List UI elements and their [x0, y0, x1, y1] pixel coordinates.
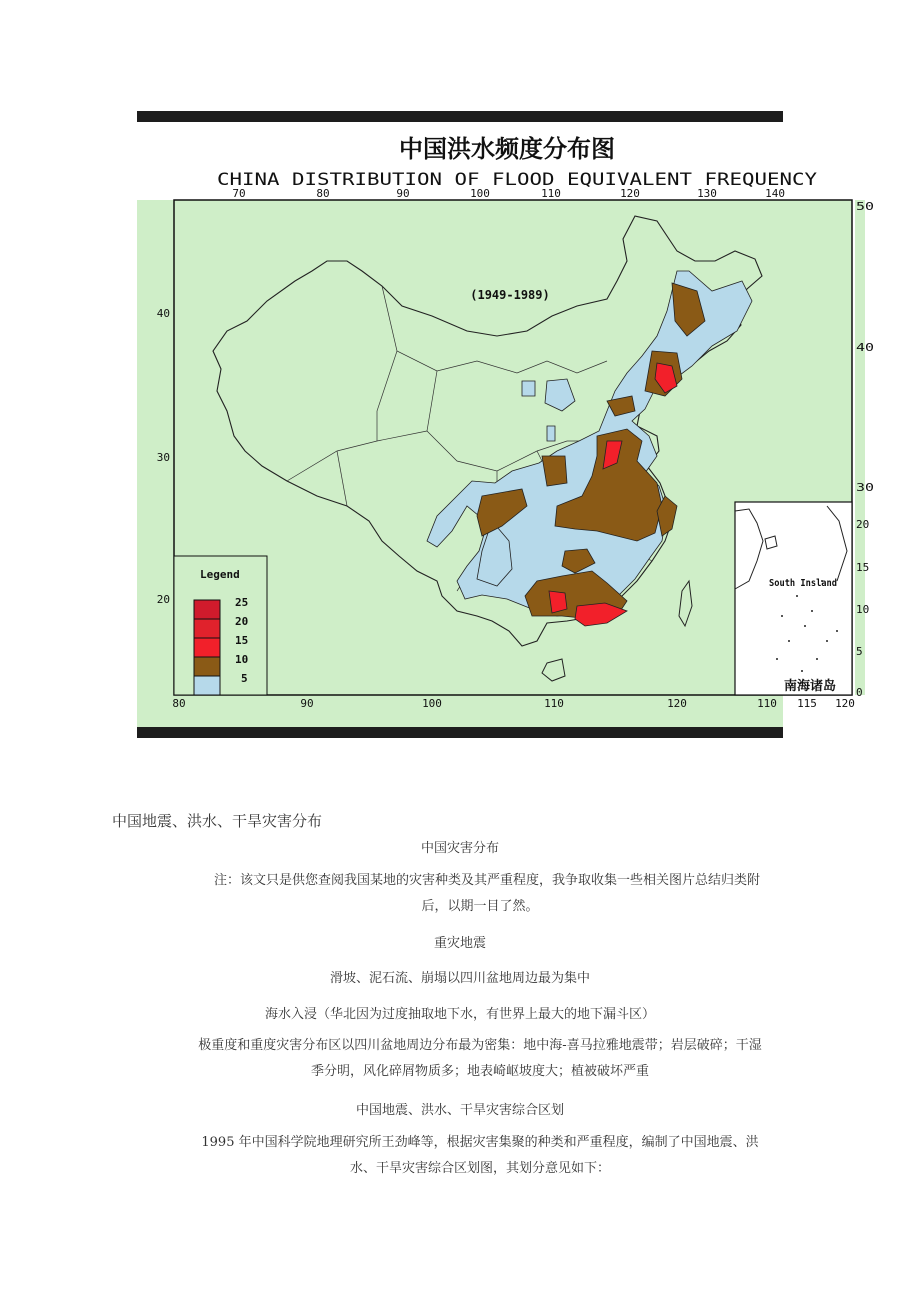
left-tick: 40	[156, 307, 170, 320]
bottom-tick: 110	[544, 697, 564, 710]
legend-label: 25	[235, 596, 249, 609]
bottom-tick: 120	[667, 697, 687, 710]
zoning-line-2: 水、干旱灾害综合区划图，其划分意见如下：	[349, 1161, 610, 1176]
bottom-tick: 90	[300, 697, 314, 710]
severity-line-2: 季分明，风化碎屑物质多；地表崎岖坡度大；植被破坏严重	[310, 1064, 649, 1079]
note-line-2: 后，以期一目了然。	[421, 899, 539, 914]
inset-label-cn: 南海诸岛	[784, 679, 837, 694]
inset-tick: 20	[856, 518, 870, 531]
note-paragraph	[180, 868, 780, 920]
legend-title: Legend	[200, 568, 240, 581]
bottom-tick: 100	[422, 697, 442, 710]
inset-tick: 0	[856, 686, 863, 699]
item-landslide: 滑坡、泥石流、崩塌以四川盆地周边最为集中	[329, 971, 590, 986]
article-subheading: 中国灾害分布	[420, 841, 499, 856]
left-axis-ticks	[157, 307, 170, 606]
item-seawater: 海水入浸（华北因为过度抽取地下水，有世界上最大的地下漏斗区）	[264, 1007, 655, 1022]
inset-bottom-tick: 110	[757, 697, 777, 710]
left-tick: 30	[156, 451, 170, 464]
top-tick: 110	[541, 187, 561, 200]
legend-label: 20	[235, 615, 249, 628]
top-tick: 120	[620, 187, 640, 200]
map-bottom-bar	[137, 727, 783, 738]
zoning-line-1: 1995 年中国科学院地理研究所王劲峰等，根据灾害集聚的种类和严重程度，编制了中国地震、洪	[201, 1135, 759, 1150]
south-sea-inset	[735, 502, 869, 699]
note-line-1: 注：该文只是供您查阅我国某地的灾害种类及其严重程度，我争取收集一些相关图片总结归类附	[213, 873, 760, 888]
inset-label-en: South Insland	[769, 578, 837, 589]
top-tick: 90	[396, 187, 410, 200]
top-tick: 70	[232, 187, 246, 200]
inset-bottom-tick: 115	[797, 697, 817, 710]
map-graphic	[137, 111, 874, 738]
inset-tick: 5	[856, 645, 863, 658]
map-title-cn: 中国洪水频度分布图	[399, 135, 615, 163]
article-heading: 中国地震、洪水、干旱灾害分布	[112, 812, 323, 830]
item-heavy-earthquake: 重灾地震	[433, 936, 486, 951]
bottom-axis-ticks	[172, 697, 855, 710]
top-tick: 130	[697, 187, 717, 200]
zoning-paragraph	[160, 1130, 800, 1182]
inset-tick: 10	[856, 603, 870, 616]
legend-label: 15	[235, 634, 249, 647]
flood-frequency-map	[137, 111, 874, 738]
bottom-tick: 80	[172, 697, 186, 710]
item-zoning-title: 中国地震、洪水、干旱灾害综合区划	[355, 1103, 564, 1118]
inset-bottom-tick: 120	[835, 697, 855, 710]
left-tick: 20	[156, 593, 170, 606]
legend-label: 10	[235, 653, 249, 666]
period-label: (1949-1989)	[470, 288, 550, 302]
right-tick: 40	[856, 341, 874, 354]
severity-paragraph	[160, 1033, 800, 1085]
legend-label: 5	[241, 672, 248, 685]
map-title-en: CHINA DISTRIBUTION OF FLOOD EQUIVALENT FREQUENCY	[217, 170, 817, 190]
top-tick: 100	[470, 187, 490, 200]
right-tick: 50	[856, 200, 874, 213]
inset-tick: 15	[856, 561, 870, 574]
severity-line-1: 极重度和重度灾害分布区以四川盆地周边分布最为密集：地中海-喜马拉雅地震带；岩层破碎；干湿	[198, 1038, 762, 1053]
right-tick: 30	[856, 481, 874, 494]
legend	[174, 556, 267, 695]
top-tick: 80	[316, 187, 330, 200]
top-tick: 140	[765, 187, 785, 200]
